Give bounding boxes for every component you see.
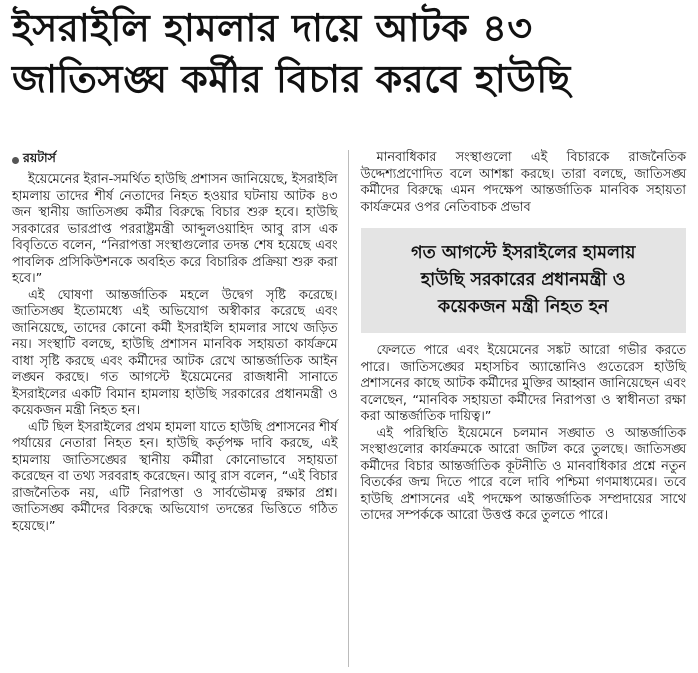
paragraph: এই ঘোষণা আন্তর্জাতিক মহলে উদ্বেগ সৃষ্টি করেছে। জাতিসঙ্ঘ ইতোমধ্যে এই অভিযোগ অস্বীকার করেছে এবং জানিয়েছে, তাদের কোনো কর্মী ইসরাইলি হামলার সাথে জড়িত নয়। সংস্থাটি বলছে, হাউছি প্রশাসন মানবিক সহায়তা কার্যক্রমে বাধা সৃষ্টি করছে এবং কর্মীদের আটক রেখে আন্তর্জাতিক আইন লঙ্ঘন করছে। গত আগস্টে ইয়েমেনের রাজধানী সানাতে ইসরাইলের একটি বিমান হামলায় হাউছি সরকারের প্রধানমন্ত্রী ও কয়েকজন মন্ত্রী নিহত হন। xyxy=(12,287,338,418)
byline xyxy=(12,150,338,170)
pull-quote xyxy=(361,228,687,333)
paragraph: এই পরিস্থিতি ইয়েমেনে চলমান সঙ্ঘাত ও আন্তর্জাতিক সংস্থাগুলোর কার্যক্রমকে আরো জটিল করে তুলছে। জাতিসঙ্ঘ কর্মীদের বিচার আন্তর্জাতিক কূটনীতি ও মানবাধিকার প্রশ্নে নতুন বিতর্কের জন্ম দিতে পারে বলে দাবি পশ্চিমা গণমাধ্যমের। তবে হাউছি প্রশাসনের এই পদক্ষেপ আন্তর্জাতিক সম্প্রদায়ের সাথে তাদের সম্পর্ককে আরো উত্তপ্ত করে তুলতে পারে। xyxy=(360,425,686,524)
byline-source: রয়টার্স xyxy=(23,150,56,165)
pull-quote-line: কয়েকজন মন্ত্রী নিহত হন xyxy=(438,297,609,318)
paragraph: ইয়েমেনের ইরান-সমর্থিত হাউছি প্রশাসন জানিয়েছে, ইসরাইলি হামলায় তাদের শীর্ষ নেতাদের নিহত হওয়ার ঘটনায় আটক ৪৩ জন স্থানীয় জাতিসঙ্ঘ কর্মীর বিরুদ্ধে বিচার শুরু হবে। হাউছি সরকারের ভারপ্রাপ্ত পররাষ্ট্রমন্ত্রী আব্দুলওয়াহিদ আবু রাস এক বিবৃতিতে বলেন, “নিরাপত্তা সংস্থাগুলোর তদন্ত শেষ হয়েছে এবং পাবলিক প্রসিকিউশনকে অবহিত করে বিচারিক প্রক্রিয়া শুরু করা হবে।” xyxy=(12,172,338,286)
paragraph: মানবাধিকার সংস্থাগুলো এই বিচারকে রাজনৈতিক উদ্দেশ্যপ্রণোদিত বলে আশঙ্কা করছে। তারা বলছে, জাতিসঙ্ঘ কর্মীদের বিরুদ্ধে এমন পদক্ষেপ আন্তর্জাতিক মানবিক সহায়তা কার্যক্রমের ওপর নেতিবাচক প্রভাব xyxy=(360,150,686,215)
right-column xyxy=(361,150,687,667)
byline-bullet-icon xyxy=(12,157,19,164)
headline-line-1: ইসরাইলি হামলার দায়ে আটক ৪৩ xyxy=(12,6,533,50)
paragraph: ফেলতে পারে এবং ইয়েমেনের সঙ্কট আরো গভীর করতে পারে। জাতিসঙ্ঘের মহাসচিব অ্যান্তোনিও গুতেরেস হাউছি প্রশাসনের কাছে আটক কর্মীদের মুক্তির আহ্বান জানিয়েছেন এবং বলেছেন, “মানবিক সহায়তা কর্মীদের নিরাপত্তা ও স্বাধীনতা রক্ষা করা আন্তর্জাতিক দায়িত্ব।” xyxy=(360,343,686,425)
headline-line-2: জাতিসঙ্ঘ কর্মীর বিচার করবে হাউছি xyxy=(12,56,571,101)
pull-quote-line: গত আগস্টে ইসরাইলের হামলায় xyxy=(411,243,636,263)
paragraph: এটি ছিল ইসরাইলের প্রথম হামলা যাতে হাউছি প্রশাসনের শীর্ষ পর্যায়ের নেতারা নিহত হন। হাউছি কর্তৃপক্ষ দাবি করছে, এই হামলায় জাতিসঙ্ঘের স্থানীয় কর্মীরা কোনোভাবে সহায়তা করেছেন বা তথ্য সরবরাহ করেছেন। আবু রাস বলেন, “এই বিচার রাজনৈতিক নয়, এটি নিরাপত্তা ও সার্বভৌমত্ব রক্ষার প্রশ্ন। জাতিসঙ্ঘ কর্মীদের বিরুদ্ধে অভিযোগ তদন্তের ভিত্তিতে গঠিত হয়েছে।” xyxy=(12,419,338,534)
pull-quote-line: হাউছি সরকারের প্রধানমন্ত্রী ও xyxy=(420,270,626,291)
left-column xyxy=(12,150,349,667)
article-body xyxy=(12,150,686,667)
